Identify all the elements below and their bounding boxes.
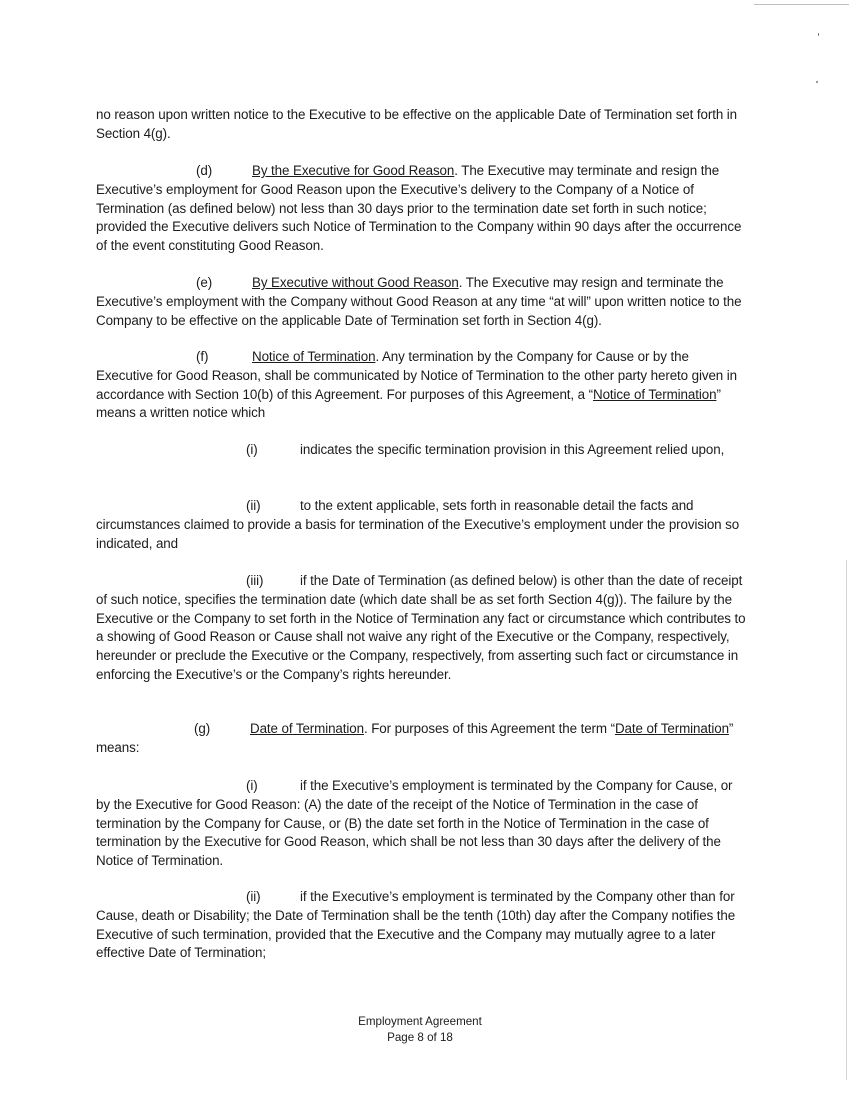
section-heading: Notice of Termination [252,349,376,364]
section-4g-ii [96,888,748,963]
section-4f-iii [96,572,748,685]
page-footer [300,1014,540,1046]
section-text: ” means: [96,721,734,755]
paragraph-text: no reason upon written notice to the Executive to be effective on the applicable Date of Termination set forth in Section 4(g). [96,107,738,141]
scan-artifact-edge [846,560,847,1080]
subsection-text: to the extent applicable, sets forth in reasonable detail the facts and circumstances claimed to provide a basis for termination of the Executive’s employment under the provision so indicated, and [96,498,740,551]
section-4d [96,162,748,256]
scan-speck [816,81,818,83]
section-4g [96,720,748,758]
section-text: ” means a written notice which [96,386,721,421]
scan-artifact-line [754,4,849,5]
footer-document-title: Employment Agreement [358,1015,482,1028]
section-label: (f) [196,349,209,364]
subsection-label: (ii) [246,498,261,513]
section-label: (g) [194,721,211,736]
section-label: (e) [196,275,213,290]
scan-speck [818,33,819,36]
section-4f-ii [96,497,748,553]
subsection-label: (ii) [246,889,261,904]
section-text: . The Executive may resign and terminate the Executive’s employment with the Company without Good Reason at any time “at will” upon written notice to the Company to be effective on the applicable Date of Termination set forth in Section 4(g). [96,275,742,328]
subsection-text: indicates the specific termination provision in this Agreement relied upon, [300,442,725,457]
section-label: (d) [196,163,213,178]
subsection-text: if the Executive’s employment is terminated by the Company other than for Cause, death or Disability; the Date of Termination shall be the tenth (10th) day after the Company notifies the Executive of such termination, provided that the Executive and the Company may mutually agree to a later effective Date of Termination; [96,889,736,961]
section-heading: By the Executive for Good Reason [252,163,455,178]
section-text: . For purposes of this Agreement the term “ [363,721,615,736]
subsection-label: (i) [246,778,258,793]
section-4f [96,348,748,423]
defined-term: Date of Termination [614,721,729,736]
subsection-label: (i) [246,442,258,457]
defined-term: Notice of Termination [593,386,717,402]
section-text: . The Executive may terminate and resign the Executive’s employment for Good Reason upon the Executive’s delivery to the Company of a Notice of Termination (as defined below) not less than 30 days prior to the termination date set forth in such notice; provided the Executive delivers such Notice of Termination to the Company within 90 days after the occurrence of the event constituting Good Reason. [96,163,742,254]
subsection-text: if the Date of Termination (as defined below) is other than the date of receipt of such notice, specifies the termination date (which date shall be as set forth Section 4(g)). The failure by the Executive or the Company to set forth in the Notice of Termination any fact or circumstance which contributes to a showing of Good Reason or Cause shall not waive any right of the Executive or the Company, respectively, hereunder or preclude the Executive or the Company, respectively, from asserting such fact or circumstance in enforcing the Executive’s or the Company’s rights hereunder. [96,573,746,682]
section-text: . Any termination by the Company for Cause or by the Executive for Good Reason, shall be communicated by Notice of Termination to the other party hereto given in accordance with Section 10(b) of this Agreement. For purposes of this Agreement, a “ [96,349,737,402]
section-4e [96,274,748,330]
section-4f-i [96,441,748,460]
footer-page-number: Page 8 of 18 [387,1031,453,1044]
subsection-label: (iii) [246,573,264,588]
paragraph-continuation [96,106,748,144]
section-heading: By Executive without Good Reason [252,275,459,290]
section-4g-i [96,777,748,871]
subsection-text: if the Executive’s employment is terminated by the Company for Cause, or by the Executive for Good Reason: (A) the date of the receipt of the Notice of Termination in the case of termination by the Company for Cause, or (B) the date set forth in the Notice of Termination in the case of termination by the Executive for Good Reason, which shall be not less than 30 days after the delivery of the Notice of Termination. [96,778,733,869]
section-heading: Date of Termination [250,721,364,736]
